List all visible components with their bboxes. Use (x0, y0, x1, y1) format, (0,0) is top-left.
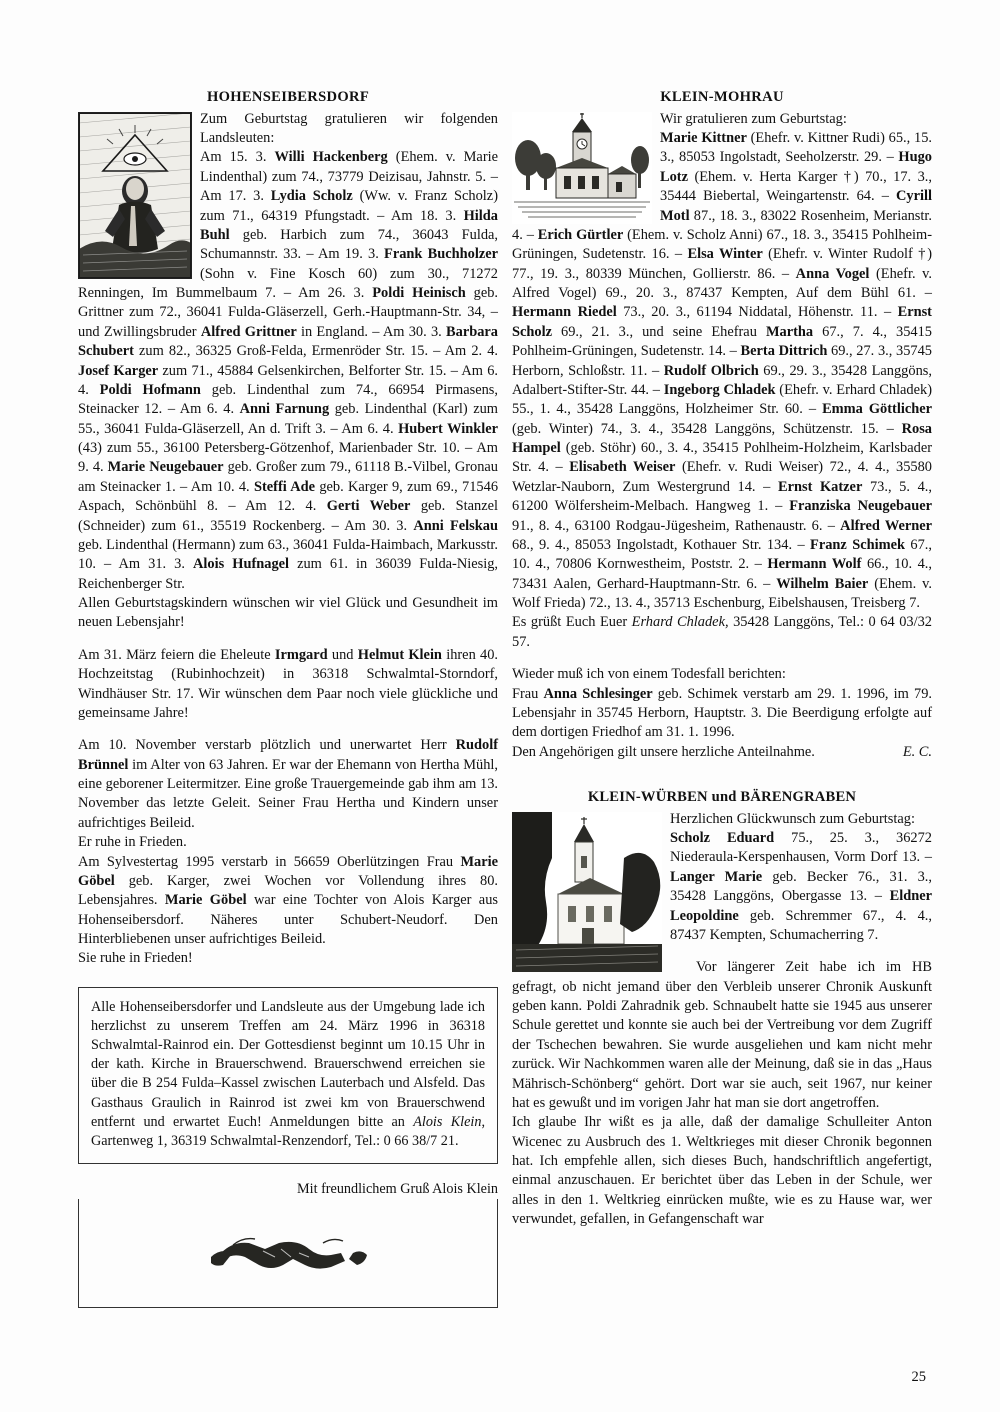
right-greeting-paragraph: Es grüßt Euch Euer Erhard Chladek, 35428 Langgöns, Tel.: 0 64 03/32 57. (512, 614, 932, 650)
section-title-klein-wuerben: KLEIN-WÜRBEN und BÄRENGRABEN (587, 789, 857, 805)
right-death-detail-paragraph: Frau Anna Schlesinger geb. Schimek verstarb am 29. 1. 1996, im 79. Lebensjahr in 35745 Herborn, Hauptstr. 3. Die Beerdigung erfolgte auf dem dortigen Friedhof am 31. 1. 1996. (512, 685, 932, 741)
left-wish-paragraph: Allen Geburtstagskindern wünschen wir viel Glück und Gesundheit im neuen Lebensjahr! (78, 595, 498, 631)
klein-mohrau-church-illustration (512, 112, 652, 224)
left-intro-paragraph: Zum Geburtstag gratulieren wir folgenden Landsleuten: (200, 110, 498, 146)
right-birthdays-paragraph: Marie Kittner (Ehefr. v. Kittner Rudi) 65., 15. 3., 85053 Ingolstadt, Seeholzerstr. 29. – Hugo Lotz (Ehem. v. Herta Karger †) 70., 17. 3., 35444 Biebertal, Weingartenstr. 64. – Cyrill Motl 87., 18. 3., 83022 Rosenheim, Merianstr. 4. – Erich Gürtler (Ehem. v. Scholz Anni) 67., 18. 3., 35415 Pohlheim-Grüningen, Sudetenstr. 16. – Elsa Winter (Ehefr. v. Winter Rudolf †) 77., 19. 3., 80339 München, Gollierstr. 86. – Anna Vogel (Ehefr. v. Alfred Vogel) 69., 20. 3., 87437 Kempten, Auf dem Bühl 61. – Hermann Riedel 73., 20. 3., 61194 Niddatal, Höhenstr. 11. – Ernst Scholz 69., 21. 3., und seine Ehefrau Martha 67., 7. 4., 35415 Pohlheim-Grüningen, Sudetenstr. 14. – Berta Dittrich 69., 27. 3., 35745 Herborn, Schloßstr. 11. – Rudolf Olbrich 69., 29. 3., 35428 Langgöns, Adalbert-Stifter-Str. 44. – Ingeborg Chladek (Ehefr. v. Erhard Chladek) 55., 1. 4., 35428 Langgöns, Holzheimer Str. 60. – Emma Göttlicher (geb. Winter) 74., 3. 4., 35428 Langgöns, Schützenstr. 15. – Rosa Hampel (geb. Stöhr) 60., 3. 4., 35415 Pohlheim-Holzheim, Karlsbader Str. 4. – Elisabeth Weiser (Ehefr. v. Rudi Weiser) 72., 4. 4., 35580 Wetzlar-Nauborn, Zum Westergrund 14. – Ernst Katzer 73., 5. 4., 61200 Wölfersheim-Melbach. Hangweg 1. – Franziska Neugebauer 91., 8. 4., 63100 Rodgau-Jügesheim, Rathenaustr. 6. – Alfred Werner 68., 9. 4., 85053 Ingolstadt, Kothauer Str. 134. – Franz Schimek 67., 10. 4., 70806 Kornwestheim, Poststr. 2. – Hermann Wolf 66., 10. 4., 73431 Aalen, Gerhard-Hauptmann-Str. 6. – Wilhelm Baier (Ehem. v. Wolf Frieda) 72., 13. 4., 35713 Eschenburg, Eibelshausen, Treisberg 7. (512, 130, 933, 611)
right-congrats-intro-paragraph: Herzlichen Glückwunsch zum Geburtstag: (670, 810, 915, 827)
right-congrats-paragraph: Scholz Eduard 75., 25. 3., 36272 Niederaula-Kerspenhausen, Vorm Dorf 13. – Langer Marie geb. Becker 76., 31. 3., 35428 Langgöns, Obergasse 13. – Eldner Leopoldine geb. Schremmer 67., 4. 4., 87437 Kempten, Schumacherring 7. (670, 830, 933, 943)
handshake-illustration-box (78, 1199, 498, 1308)
meeting-notice-text: Alle Hohenseibersdorfer und Landsleute aus der Umgebung lade ich herzlichst zu unserem Treffen am 24. März 1996 in 36318 Schwalmtal-Rainrod ein. Der Gottesdienst beginnt um 10.15 Uhr in der kath. Kirche in Brauerschwend. Brauerschwend erreichen sie über die B 254 Fulda–Kassel zwischen Lauterbach und Alsfeld. Das Gasthaus Graulich in Rainrod ist zwei km von Brauerschwend entfernt und erwartet Euch! Anmeldungen bitte an Alois Klein, Gartenweg 1, 36319 Schwalmtal-Renzendorf, Tel.: 0 66 38/7 21. (91, 998, 485, 1149)
right-intro-paragraph: Wir gratulieren zum Geburtstag: (660, 110, 847, 127)
left-obituary-paragraph-4: Sie ruhe in Frieden! (78, 950, 193, 967)
right-condolence-paragraph (512, 743, 932, 762)
section-title-klein-mohrau: KLEIN-MOHRAU (660, 89, 784, 105)
page-number: 25 (911, 1369, 926, 1385)
meeting-notice-box (78, 987, 498, 1164)
right-signature: E. C. (902, 743, 932, 760)
right-chronik-paragraph-2: Ich glaube Ihr wißt es ja alle, daß der damalige Schulleiter Anton Wicenec zu Ausbruch des 1. Weltkrieges mit dieser Chronik begonnen hat. Ich empfehle allen, sich dieses Buch, handschriftlich angefertigt, einmal anzuschauen. Er berichtet über das Leben in der Schule, wer alles in den 1. Weltkrieg einrücken mußte, wie es zu Hause war, wer verwundet, gefallen, in Gefangenschaft war (512, 1114, 932, 1228)
right-column (512, 88, 932, 1230)
left-obituary-paragraph-1: Am 10. November verstarb plötzlich und unerwartet Herr Rudolf Brünnel im Alter von 63 Jahren. Er war der Ehemann von Hertha Mühl, eine geborener Leitermitzer. Eine große Trauergemeinde gab ihm am 13. November das letzte Geleit. Seiner Frau Hertha und Kindern unser aufrichtiges Beileid. (78, 737, 498, 831)
section-title-hohenseibersdorf: HOHENSEIBERSDORF (206, 89, 370, 105)
handshake-illustration (203, 1213, 373, 1283)
right-chronik-paragraph-1: Vor längerer Zeit habe ich im HB gefragt, ob nicht jemand über den Verbleib unserer Chronik Auskunft geben kann. Poldi Zahradnik geb. Schnaubelt hatte sie 1945 aus unserer Schule gerettet und konnte sie auch bei der Vertreibung vor dem Zugriff der Tschechen bewahren. Sie wurde ausgeliehen und kam nicht mehr zurück. Wir Nachkommen waren alle der Meinung, daß sie in das „Haus Mährisch-Schönberg“ gehört. Dort war sie auch, seit 1967, nur keiner hat es gewußt und im vorigen Jahr hat man sie dort angetroffen. (512, 959, 932, 1111)
left-closing-greeting: Mit freundlichem Gruß Alois Klein (297, 1181, 498, 1198)
left-obituary-paragraph-3: Am Sylvestertag 1995 verstarb in 56659 Oberlützingen Frau Marie Göbel geb. Karger, zwei Wochen vor Vollendung ihres 80. Lebensjahres. Marie Göbel war eine Tochter von Alois Karger aus Hohenseibersdorf. Näheres unter Schubert-Neudorf. Den Hinterbliebenen unser aufrichtiges Beileid. (78, 853, 498, 947)
klein-wuerben-church-photo (512, 812, 662, 972)
right-condolence-text: Den Angehörigen gilt unsere herzliche Anteilnahme. (512, 743, 815, 760)
left-column (78, 88, 498, 1308)
left-obituary-paragraph-2: Er ruhe in Frieden. (78, 834, 187, 851)
left-anniversary-paragraph: Am 31. März feiern die Eheleute Irmgard und Helmut Klein ihren 40. Hochzeitstag (Rubinhochzeit) in 36318 Schwalmtal-Storndorf, Windhäuser Str. 17. Wir wünschen dem Paar noch viele glückliche und gemeinsame Jahre! (78, 646, 499, 721)
left-birthdays-paragraph: Am 15. 3. Willi Hackenberg (Ehem. v. Marie Lindenthal) zum 74., 73779 Deizisau, Jahnstr. 5. – Am 17. 3. Lydia Scholz (Ww. v. Franz Scholz) zum 71., 64319 Pfungstadt. – Am 18. 3. Hilda Buhl geb. Harbich zum 74., 36043 Fulda, Schumannstr. 33. – Am 19. 3. Frank Buchholzer (Sohn v. Fine Kosch 60) zum 30., 71272 Renningen, Im Bummelbaum 7. – Am 26. 3. Poldi Heinisch geb. Grittner zum 72., 36041 Fulda-Gläserzell, Gerh.-Hauptmann-Str. 34, – und Zwillingsbruder Alfred Grittner in England. – Am 30. 3. Barbara Schubert zum 82., 36325 Groß-Felda, Ermenröder Str. 15. – Am 2. 4. Josef Karger zum 71., 45884 Gelsenkirchen, Belforter Str. 15. – Am 6. 4. Poldi Hofmann geb. Lindenthal zum 74., 66954 Pirmasens, Steinacker 12. – Am 6. 4. Anni Farnung geb. Lindenthal (Karl) zum 55., 36041 Fulda-Gläserzell, An d. Trift 3. – Am 6. 4. Hubert Winkler (43) zum 55., 36100 Petersberg-Götzenhof, Marienbader Str. 10. – Am 9. 4. Marie Neugebauer geb. Großer zum 79., 61118 B.-Vilbel, Gronau am Steinacker 1. – Am 10. 4. Steffi Ade geb. Karger 9, zum 69., 71546 Aspach, Schönbühl 8. – Am 12. 4. Gerti Weber geb. Stanzel (Schneider) zum 61., 35519 Rockenberg. – Am 30. 3. Anni Felskau geb. Lindenthal (Hermann) zum 63., 36041 Fulda-Haimbach, Markusstr. 10. – Am 31. 3. Alois Hufnagel zum 61. in 36039 Fulda-Niesig, Reichenberger Str. (78, 149, 499, 592)
right-death-notice-paragraph: Wieder muß ich von einem Todesfall berichten: (512, 666, 786, 683)
hohenseibersdorf-coat-illustration (78, 112, 192, 279)
